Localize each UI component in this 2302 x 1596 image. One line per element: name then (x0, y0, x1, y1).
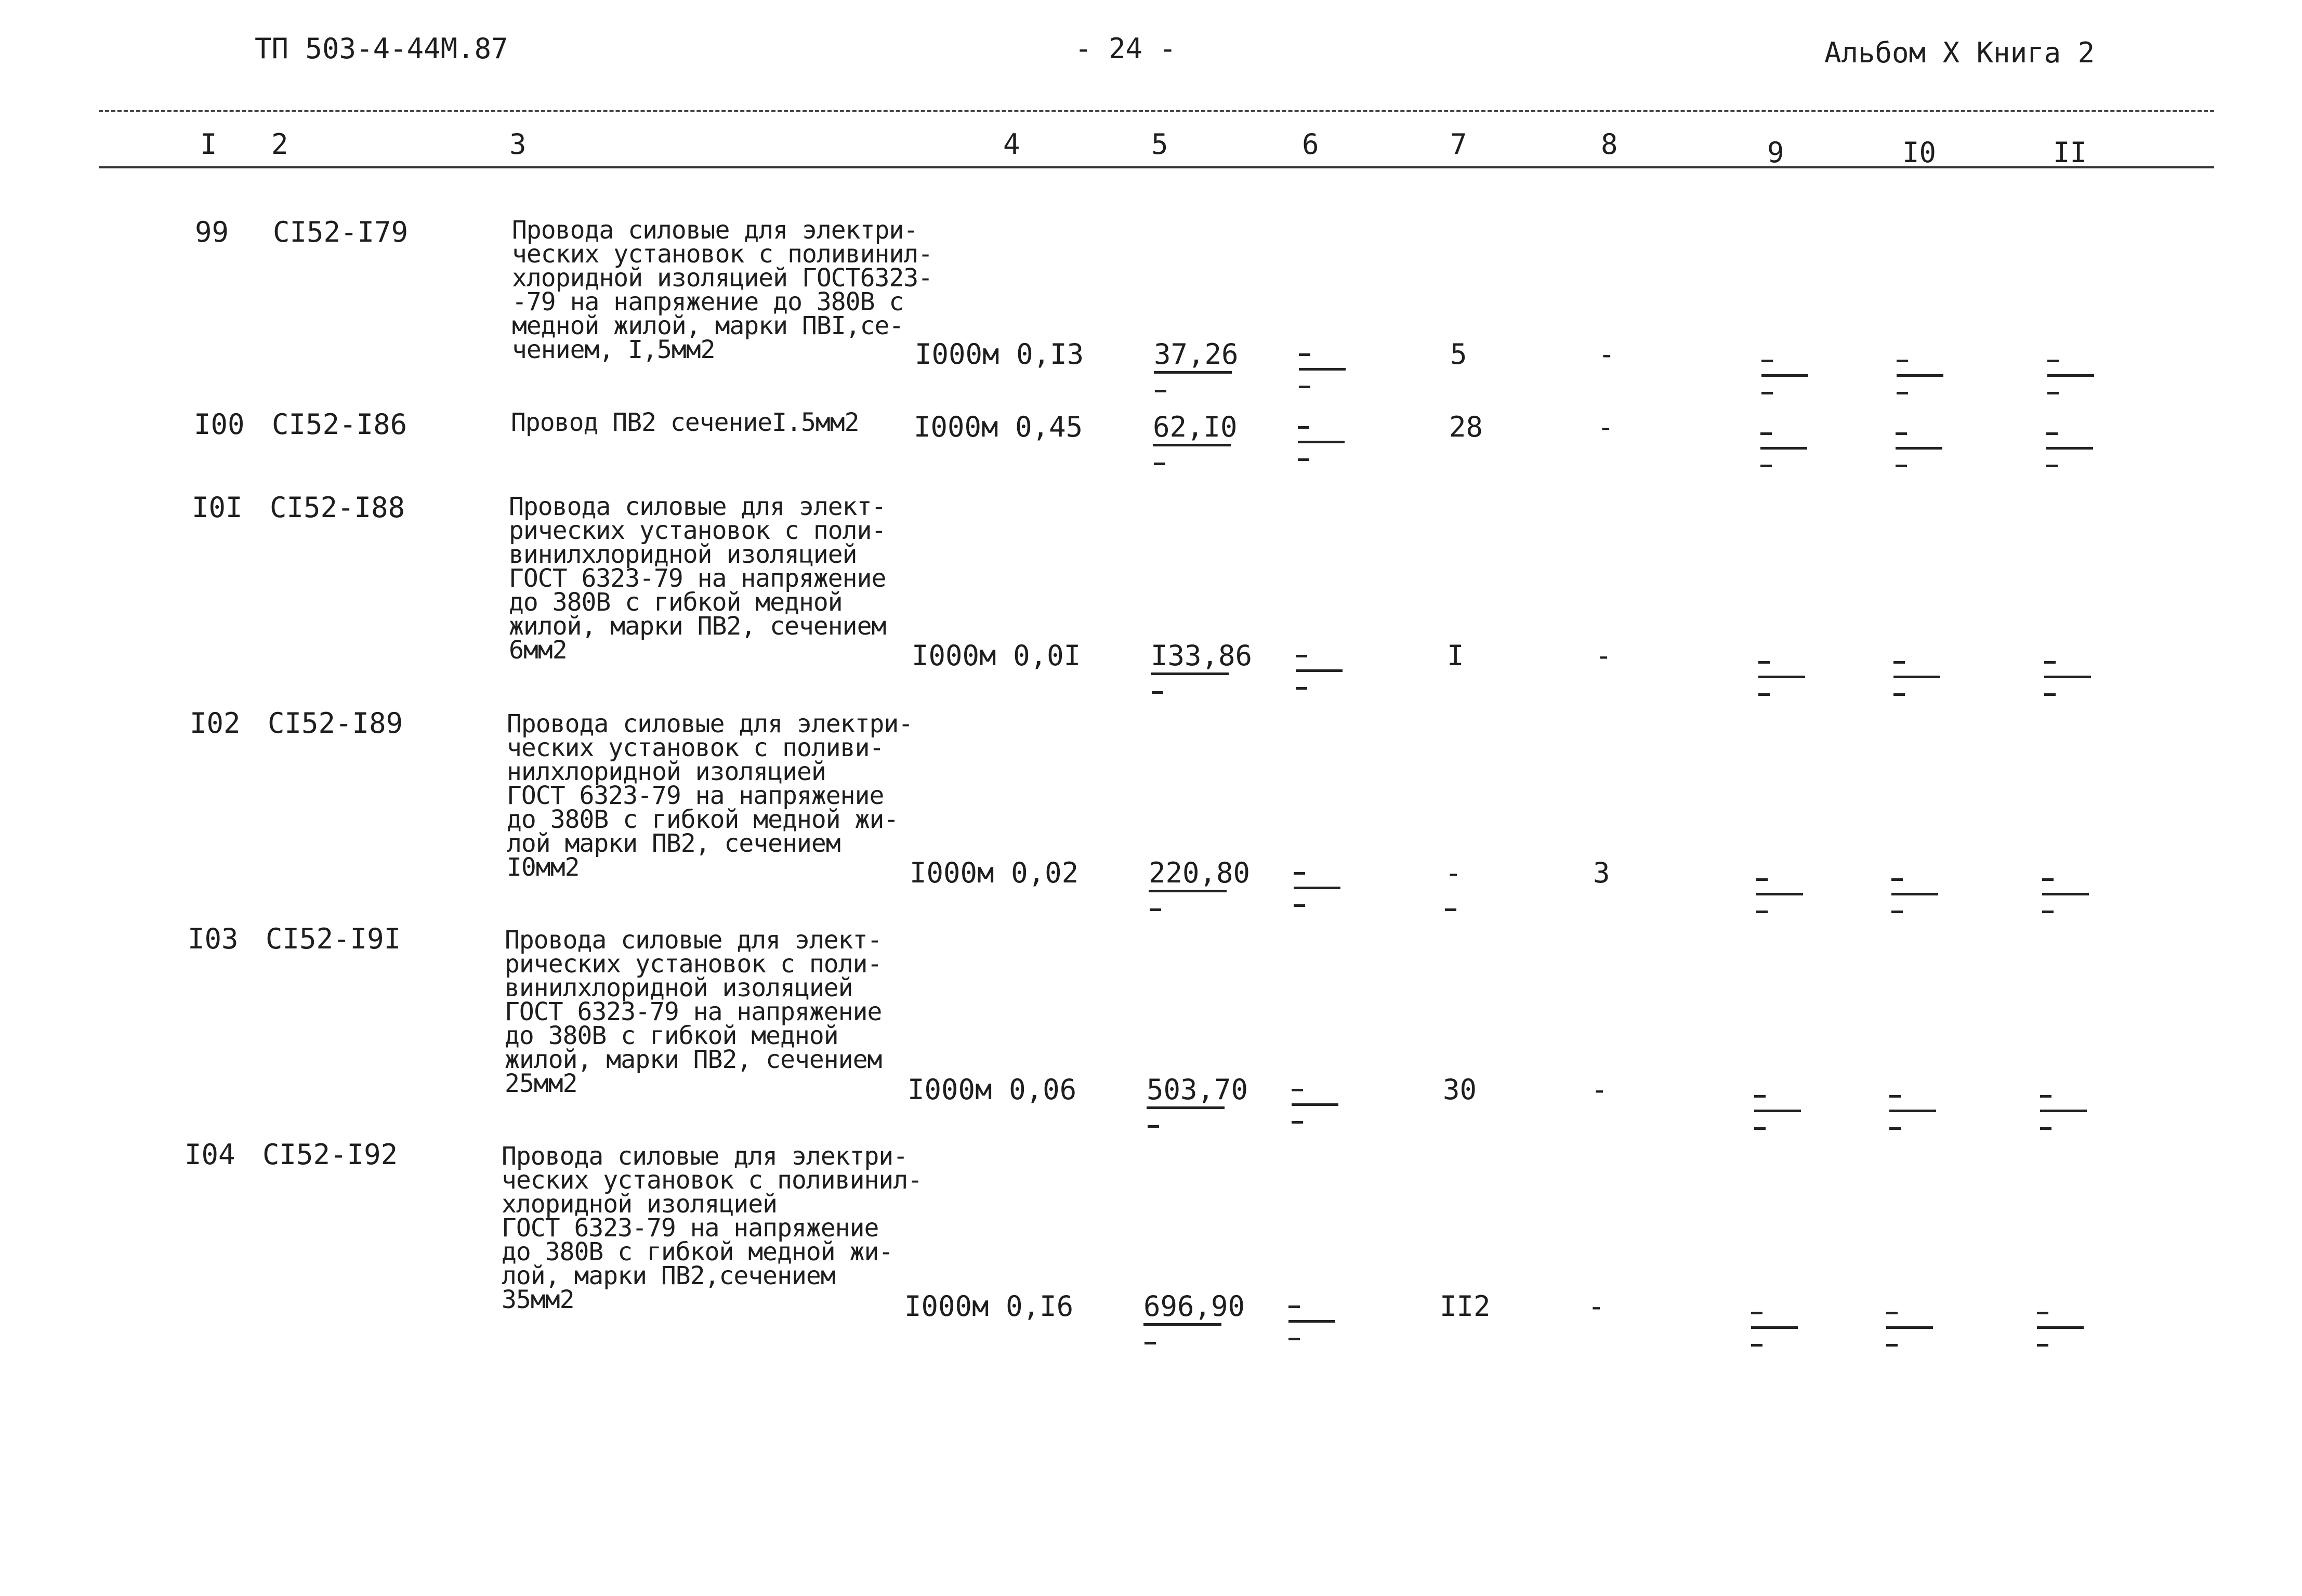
row-price: 696,90 (1143, 1290, 1245, 1323)
col8-value: - (1597, 411, 1614, 443)
fraction-line (1896, 447, 1942, 450)
doc-code: ТП 503-4-44М.87 (255, 32, 508, 65)
fraction-bottom-dash (1294, 904, 1305, 907)
col-header-8: 8 (1601, 128, 1618, 161)
fraction-line (1758, 676, 1805, 678)
row-description: Провод ПВ2 сечениеI.5мм2 (511, 408, 859, 437)
fraction-top-dash (1897, 360, 1908, 362)
col-header-6: 6 (1302, 128, 1319, 161)
col-header-11: II (2053, 136, 2087, 169)
header-rule (99, 166, 2214, 168)
row-number: I03 (188, 922, 239, 955)
fraction-bottom-dash (1886, 1344, 1898, 1347)
price-sub-dash (1145, 1342, 1156, 1344)
col7-sub-dash (1445, 908, 1456, 911)
fraction-bottom-dash (1896, 465, 1907, 467)
col-header-4: 4 (1003, 128, 1020, 161)
fraction-bottom-dash (1761, 392, 1773, 394)
fraction-line (1756, 893, 1803, 895)
fraction-top-dash (2037, 1312, 2048, 1314)
col8-value: - (1598, 338, 1615, 371)
fraction-top-dash (2044, 661, 2056, 664)
col10-fraction-dash (1889, 878, 1941, 925)
price-underline (1147, 1106, 1225, 1109)
row-number: I04 (185, 1138, 235, 1171)
col10-fraction-dash (1884, 1312, 1936, 1358)
row-description: Провода силовые для элект- рических установок с поли- винилхлоридной изоляцией ГОСТ 6323-79 на напряжение до 380В с гибкой медной жилой, марки ПВ2, сечением 25мм2 (505, 926, 882, 1098)
col8-value: - (1595, 639, 1612, 672)
col-header-2: 2 (271, 128, 288, 161)
fraction-line (1288, 1320, 1335, 1323)
col10-fraction-dash (1895, 360, 1946, 406)
row-price: 220,80 (1149, 856, 1251, 889)
col11-fraction-dash (2044, 432, 2096, 479)
row-price: 62,I0 (1153, 411, 1238, 443)
fraction-bottom-dash (1754, 1127, 1766, 1130)
fraction-bottom-dash (1292, 1121, 1303, 1124)
fraction-bottom-dash (1889, 1127, 1901, 1130)
fraction-top-dash (1761, 360, 1773, 362)
fraction-top-dash (1294, 872, 1305, 875)
fraction-top-dash (1889, 1095, 1901, 1098)
col10-fraction-dash (1891, 661, 1943, 708)
col6-fraction-dash (1286, 1305, 1338, 1352)
fraction-bottom-dash (1897, 392, 1908, 394)
top-dashed-rule (99, 110, 2214, 112)
col-header-10: I0 (1902, 136, 1937, 169)
col6-fraction-dash (1296, 426, 1348, 473)
fraction-line (2046, 447, 2093, 450)
row-number: I00 (194, 408, 245, 441)
fraction-top-dash (1896, 432, 1907, 435)
col7-value: II2 (1440, 1290, 1491, 1323)
fraction-line (2037, 1326, 2084, 1329)
fraction-top-dash (1758, 661, 1770, 664)
fraction-bottom-dash (1288, 1338, 1300, 1340)
row-code: CI52-I86 (272, 408, 407, 441)
fraction-line (1292, 1103, 1338, 1106)
fraction-bottom-dash (2037, 1344, 2048, 1347)
fraction-line (1299, 368, 1346, 371)
fraction-top-dash (1754, 1095, 1766, 1098)
row-number: 99 (195, 216, 229, 248)
price-sub-dash (1152, 691, 1163, 694)
col7-value: I (1447, 639, 1464, 672)
row-unit-qty: I000м 0,02 (910, 856, 1079, 889)
col8-value: - (1591, 1073, 1608, 1106)
fraction-line (2044, 676, 2091, 678)
row-description: Провода силовые для элект- рических установок с поли- винилхлоридной изоляцией ГОСТ 6323-79 на напряжение до 380В с гибкой медной жилой, марки ПВ2, сечением 6мм2 (509, 492, 886, 665)
col9-fraction-dash (1754, 878, 1806, 925)
col11-fraction-dash (2038, 1095, 2090, 1142)
fraction-bottom-dash (1893, 693, 1905, 696)
fraction-bottom-dash (1758, 693, 1770, 696)
row-price: I33,86 (1151, 639, 1253, 672)
row-number: I02 (190, 707, 241, 740)
row-code: CI52-I89 (268, 707, 403, 740)
fraction-top-dash (2040, 1095, 2051, 1098)
col11-fraction-dash (2045, 360, 2097, 406)
col7-value: 28 (1449, 411, 1483, 443)
fraction-bottom-dash (1756, 911, 1768, 913)
fraction-line (1886, 1326, 1933, 1329)
col6-fraction-dash (1292, 872, 1344, 919)
row-code: CI52-I92 (262, 1138, 398, 1171)
row-price: 503,70 (1147, 1073, 1248, 1106)
col7-value: 5 (1450, 338, 1467, 371)
fraction-line (1296, 669, 1343, 672)
fraction-bottom-dash (2042, 911, 2054, 913)
fraction-top-dash (1886, 1312, 1898, 1314)
fraction-bottom-dash (1751, 1344, 1762, 1347)
fraction-line (1751, 1326, 1798, 1329)
row-unit-qty: I000м 0,06 (907, 1073, 1077, 1106)
fraction-bottom-dash (2046, 465, 2058, 467)
fraction-top-dash (1756, 878, 1768, 881)
fraction-bottom-dash (1296, 687, 1307, 690)
col-header-5: 5 (1151, 128, 1168, 161)
fraction-bottom-dash (2047, 392, 2059, 394)
col9-fraction-dash (1749, 1312, 1801, 1358)
col11-fraction-dash (2042, 661, 2094, 708)
col6-fraction-dash (1297, 353, 1349, 400)
fraction-line (2040, 1110, 2087, 1112)
row-number: I0I (192, 491, 243, 524)
col6-fraction-dash (1290, 1089, 1341, 1136)
fraction-line (1891, 893, 1938, 895)
fraction-top-dash (1760, 432, 1772, 435)
price-sub-dash (1155, 390, 1166, 392)
col11-fraction-dash (2040, 878, 2092, 925)
row-unit-qty: I000м 0,I3 (915, 338, 1084, 371)
row-unit-qty: I000м 0,45 (914, 411, 1083, 443)
col11-fraction-dash (2035, 1312, 2087, 1358)
price-underline (1143, 1323, 1221, 1326)
row-code: CI52-I9I (266, 922, 401, 955)
col8-value: - (1588, 1290, 1605, 1323)
fraction-line (2047, 374, 2094, 377)
fraction-line (1294, 887, 1340, 889)
col6-fraction-dash (1294, 655, 1346, 702)
col9-fraction-dash (1756, 661, 1808, 708)
album-label: Альбом X Книга 2 (1824, 36, 2095, 69)
fraction-top-dash (1288, 1305, 1300, 1308)
fraction-top-dash (2046, 432, 2058, 435)
col-header-7: 7 (1450, 128, 1467, 161)
fraction-top-dash (1298, 426, 1309, 429)
fraction-bottom-dash (1298, 458, 1309, 461)
fraction-top-dash (1299, 353, 1310, 356)
fraction-line (2042, 893, 2089, 895)
price-underline (1149, 890, 1227, 892)
fraction-top-dash (1292, 1089, 1303, 1091)
price-sub-dash (1150, 908, 1161, 911)
fraction-top-dash (1751, 1312, 1762, 1314)
fraction-top-dash (2047, 360, 2059, 362)
row-description: Провода силовые для электри- ческих установок с поливинил- хлоридной изоляцией ГОСТ 6323-79 на напряжение до 380В с гибкой медной жи- лой, марки ПВ2,сечением 35мм2 (502, 1142, 923, 1314)
page-number: - 24 - (1075, 32, 1177, 65)
row-code: CI52-I79 (273, 216, 409, 248)
fraction-line (1889, 1110, 1936, 1112)
col-header-3: 3 (509, 128, 527, 161)
fraction-bottom-dash (2040, 1127, 2051, 1130)
fraction-top-dash (2042, 878, 2054, 881)
price-underline (1154, 371, 1232, 374)
fraction-top-dash (1893, 661, 1905, 664)
col-header-9: 9 (1767, 136, 1784, 169)
row-price: 37,26 (1154, 338, 1239, 371)
fraction-line (1897, 374, 1943, 377)
col9-fraction-dash (1759, 360, 1811, 406)
col7-value: 30 (1443, 1073, 1477, 1106)
col9-fraction-dash (1758, 432, 1810, 479)
fraction-top-dash (1891, 878, 1903, 881)
col7-value: - (1445, 856, 1462, 889)
row-unit-qty: I000м 0,I6 (904, 1290, 1074, 1323)
price-underline (1151, 672, 1229, 675)
col-header-1: I (200, 128, 217, 161)
fraction-line (1893, 676, 1940, 678)
fraction-line (1761, 374, 1808, 377)
fraction-top-dash (1296, 655, 1307, 657)
col8-value: 3 (1593, 856, 1610, 889)
col9-fraction-dash (1752, 1095, 1804, 1142)
col10-fraction-dash (1893, 432, 1945, 479)
row-unit-qty: I000м 0,0I (912, 639, 1081, 672)
fraction-bottom-dash (1760, 465, 1772, 467)
price-underline (1153, 444, 1231, 446)
fraction-line (1760, 447, 1807, 450)
row-description: Провода силовые для электри- ческих установок с поливи- нилхлоридной изоляцией ГОСТ 6323-79 на напряжение до 380В с гибкой медной жи- лой марки ПВ2, сечением I0мм2 (507, 709, 913, 882)
row-description: Провода силовые для электри- ческих установок с поливинил- хлоридной изоляцией ГОСТ6323- -79 на напряжение до 380В с медной жилой, марки ПВI,се- чением, I,5мм2 (512, 216, 933, 364)
price-sub-dash (1154, 463, 1165, 465)
col10-fraction-dash (1887, 1095, 1939, 1142)
fraction-line (1754, 1110, 1801, 1112)
fraction-bottom-dash (1299, 386, 1310, 388)
price-sub-dash (1148, 1125, 1159, 1128)
row-code: CI52-I88 (270, 491, 405, 524)
fraction-bottom-dash (1891, 911, 1903, 913)
fraction-bottom-dash (2044, 693, 2056, 696)
fraction-line (1298, 441, 1345, 443)
